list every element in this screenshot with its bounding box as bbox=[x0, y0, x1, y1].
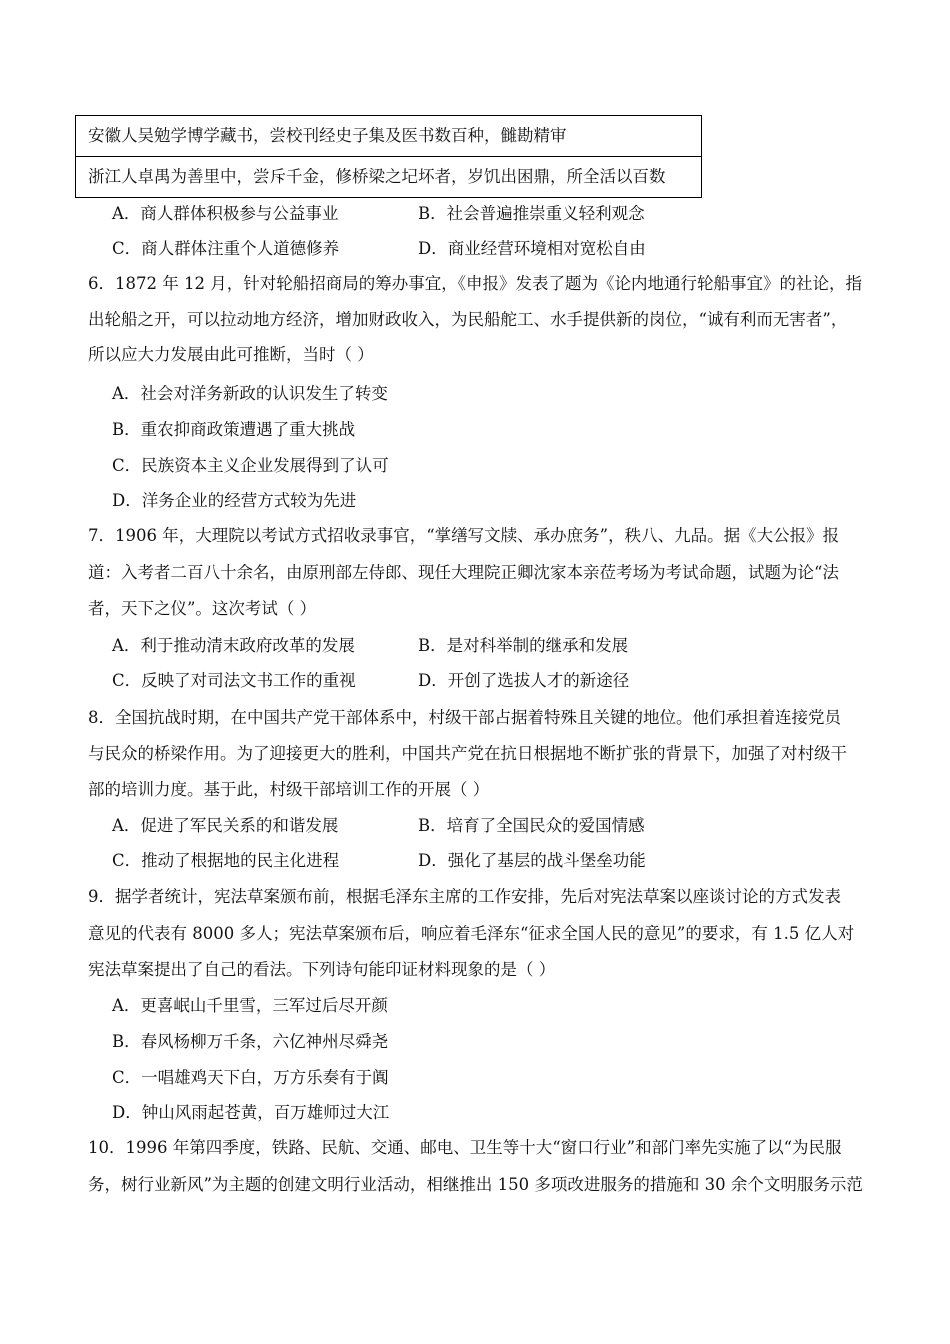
q6-option-a[interactable]: A．社会对洋务新政的认识发生了转变 bbox=[112, 384, 388, 403]
q9-stem-line-2: 意见的代表有 8000 多人；宪法草案颁布后，响应着毛泽东“征求全国人民的意见”的要求，有 1.5 亿人对 bbox=[88, 924, 855, 943]
material-row-2: 浙江人卓禺为善里中，尝斥千金，修桥梁之圮坏者，岁饥出困鼎，所全活以百数 bbox=[76, 156, 701, 197]
q6-stem-line-1: 6．1872 年 12 月，针对轮船招商局的筹办事宜，《申报》发表了题为《论内地通行轮船事宜》的社论，指 bbox=[88, 274, 862, 293]
q7-stem-line-3: 者，天下之仪”。这次考试（ ） bbox=[88, 599, 317, 618]
q9-stem-line-1: 9．据学者统计，宪法草案颁布前，根据毛泽东主席的工作安排，先后对宪法草案以座谈讨论的方式发表 bbox=[88, 887, 841, 906]
q10-stem-line-2: 务，树行业新风”为主题的创建文明行业活动，相继推出 150 多项改进服务的措施和 30 余个文明服务示范 bbox=[88, 1175, 863, 1194]
q9-option-b[interactable]: B．春风杨柳万千条，六亿神州尽舜尧 bbox=[112, 1032, 389, 1051]
q8-option-b[interactable]: B．培育了全国民众的爱国情感 bbox=[418, 816, 645, 835]
q6-option-b[interactable]: B．重农抑商政策遭遇了重大挑战 bbox=[112, 420, 356, 439]
q7-stem-line-2: 道：入考者二百八十余名，由原刑部左侍郎、现任大理院正卿沈家本亲莅考场为考试命题，试题为论“法 bbox=[88, 563, 839, 582]
q6-option-c[interactable]: C．民族资本主义企业发展得到了认可 bbox=[112, 456, 389, 475]
material-row-1: 安徽人吴勉学博学藏书，尝校刊经史子集及医书数百种，雠勘精审 bbox=[88, 126, 567, 145]
q8-stem-line-1: 8．全国抗战时期，在中国共产党干部体系中，村级干部占据着特殊且关键的地位。他们承担着连接党员 bbox=[88, 708, 841, 727]
q7-option-a[interactable]: A．利于推动清末政府改革的发展 bbox=[112, 636, 355, 655]
q7-option-b[interactable]: B．是对科举制的继承和发展 bbox=[418, 636, 629, 655]
material-table bbox=[75, 115, 702, 198]
q7-option-d[interactable]: D．开创了选拔人才的新途径 bbox=[418, 671, 630, 690]
q8-option-d[interactable]: D．强化了基层的战斗堡垒功能 bbox=[418, 851, 646, 870]
q9-option-c[interactable]: C．一唱雄鸡天下白，万方乐奏有于阗 bbox=[112, 1068, 389, 1087]
q5-option-c[interactable]: C．商人群体注重个人道德修养 bbox=[112, 239, 340, 258]
q8-stem-line-3: 部的培训力度。基于此，村级干部培训工作的开展（ ） bbox=[88, 780, 490, 799]
q5-option-b[interactable]: B．社会普遍推崇重义轻利观念 bbox=[418, 204, 645, 223]
q10-stem-line-1: 10．1996 年第四季度，铁路、民航、交通、邮电、卫生等十大“窗口行业”和部门率先实施了以“为民服 bbox=[88, 1138, 842, 1157]
q8-stem-line-2: 与民众的桥梁作用。为了迎接更大的胜利，中国共产党在抗日根据地不断扩张的背景下，加强了对村级干 bbox=[88, 744, 847, 763]
q7-option-c[interactable]: C．反映了对司法文书工作的重视 bbox=[112, 671, 356, 690]
q5-option-d[interactable]: D．商业经营环境相对宽松自由 bbox=[418, 239, 646, 258]
q5-option-a[interactable]: A．商人群体积极参与公益事业 bbox=[112, 204, 339, 223]
q6-stem-line-2: 出轮船之开，可以拉动地方经济，增加财政收入，为民船舵工、水手提供新的岗位，“诚有利而无害者”， bbox=[88, 310, 848, 329]
q7-stem-line-1: 7．1906 年，大理院以考试方式招收录事官，“掌缮写文牍、承办庶务”，秩八、九品。据《大公报》报 bbox=[88, 526, 840, 545]
q6-stem-line-3: 所以应大力发展由此可推断，当时（ ） bbox=[88, 345, 374, 364]
q8-option-a[interactable]: A．促进了军民关系的和谐发展 bbox=[112, 816, 339, 835]
q9-option-a[interactable]: A．更喜岷山千里雪，三军过后尽开颜 bbox=[112, 996, 388, 1015]
q8-option-c[interactable]: C．推动了根据地的民主化进程 bbox=[112, 851, 340, 870]
q9-option-d[interactable]: D．钟山风雨起苍黄，百万雄师过大江 bbox=[112, 1103, 390, 1122]
q9-stem-line-3: 宪法草案提出了自己的看法。下列诗句能印证材料现象的是（ ） bbox=[88, 960, 556, 979]
q6-option-d[interactable]: D．洋务企业的经营方式较为先进 bbox=[112, 491, 357, 510]
